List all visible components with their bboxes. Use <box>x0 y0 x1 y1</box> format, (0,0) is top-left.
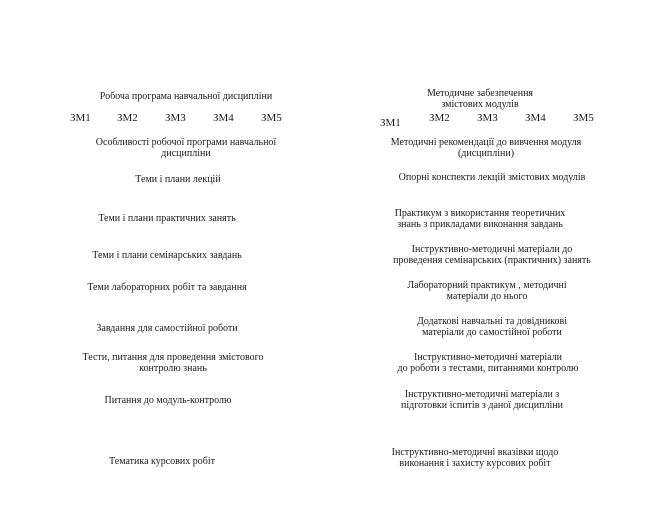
right-item-lab-practicum: Лабораторний практикум , методичні матеріали до нього <box>407 280 567 302</box>
left-item-program-features: Особливості робочої програми навчальної дисципліни <box>95 137 277 159</box>
right-zm-1: ЗМ1 <box>380 117 401 129</box>
right-item-coursework-guidelines: Інструктивно-методичні вказівки щодо виконання і захисту курсових робіт <box>391 447 559 469</box>
left-item-self-study: Завдання для самостійної роботи <box>96 323 238 334</box>
right-zm-5: ЗМ5 <box>573 112 594 124</box>
right-item-lecture-notes: Опорні конспекти лекцій змістових модулів <box>398 172 586 183</box>
left-item-practical: Теми і плани практичних занять <box>98 213 236 224</box>
left-item-lab: Теми лабораторних робіт та завдання <box>87 282 247 293</box>
right-zm-4: ЗМ4 <box>525 112 546 124</box>
left-header: Робоча програма навчальної дисципліни <box>99 91 273 102</box>
left-zm-4: ЗМ4 <box>213 112 234 124</box>
right-header: Методичне забезпечення змістових модулів <box>426 88 534 110</box>
left-item-lectures: Теми і плани лекцій <box>135 174 221 185</box>
right-item-practicum: Практикум з використання теоретичних знань з прикладами виконання завдань <box>394 208 566 230</box>
right-zm-3: ЗМ3 <box>477 112 498 124</box>
right-item-seminar-materials: Інструктивно-методичні матеріали до проведення семінарських (практичних) занять <box>393 244 591 266</box>
right-item-guidelines: Методичні рекомендації до вивчення модуля (дисципліни) <box>390 137 582 159</box>
left-zm-1: ЗМ1 <box>70 112 91 124</box>
left-zm-3: ЗМ3 <box>165 112 186 124</box>
right-zm-2: ЗМ2 <box>429 112 450 124</box>
right-item-test-materials: Інструктивно-методичні матеріали до роботи з тестами, питаннями контролю <box>397 352 579 374</box>
left-item-seminar: Теми і плани семінарських завдань <box>92 250 242 261</box>
right-item-additional-materials: Додаткові навчальні та довідникові матеріали до самостійної роботи <box>416 316 568 338</box>
right-item-exam-materials: Інструктивно-методичні матеріали з підготовки іспитів з даної дисципліни <box>401 389 563 411</box>
left-item-module-control: Питання до модуль-контролю <box>104 395 232 406</box>
left-zm-5: ЗМ5 <box>261 112 282 124</box>
left-item-tests: Тести, питання для проведення змістового контролю знань <box>82 352 264 374</box>
left-zm-2: ЗМ2 <box>117 112 138 124</box>
left-item-coursework: Тематика курсових робіт <box>109 456 215 467</box>
